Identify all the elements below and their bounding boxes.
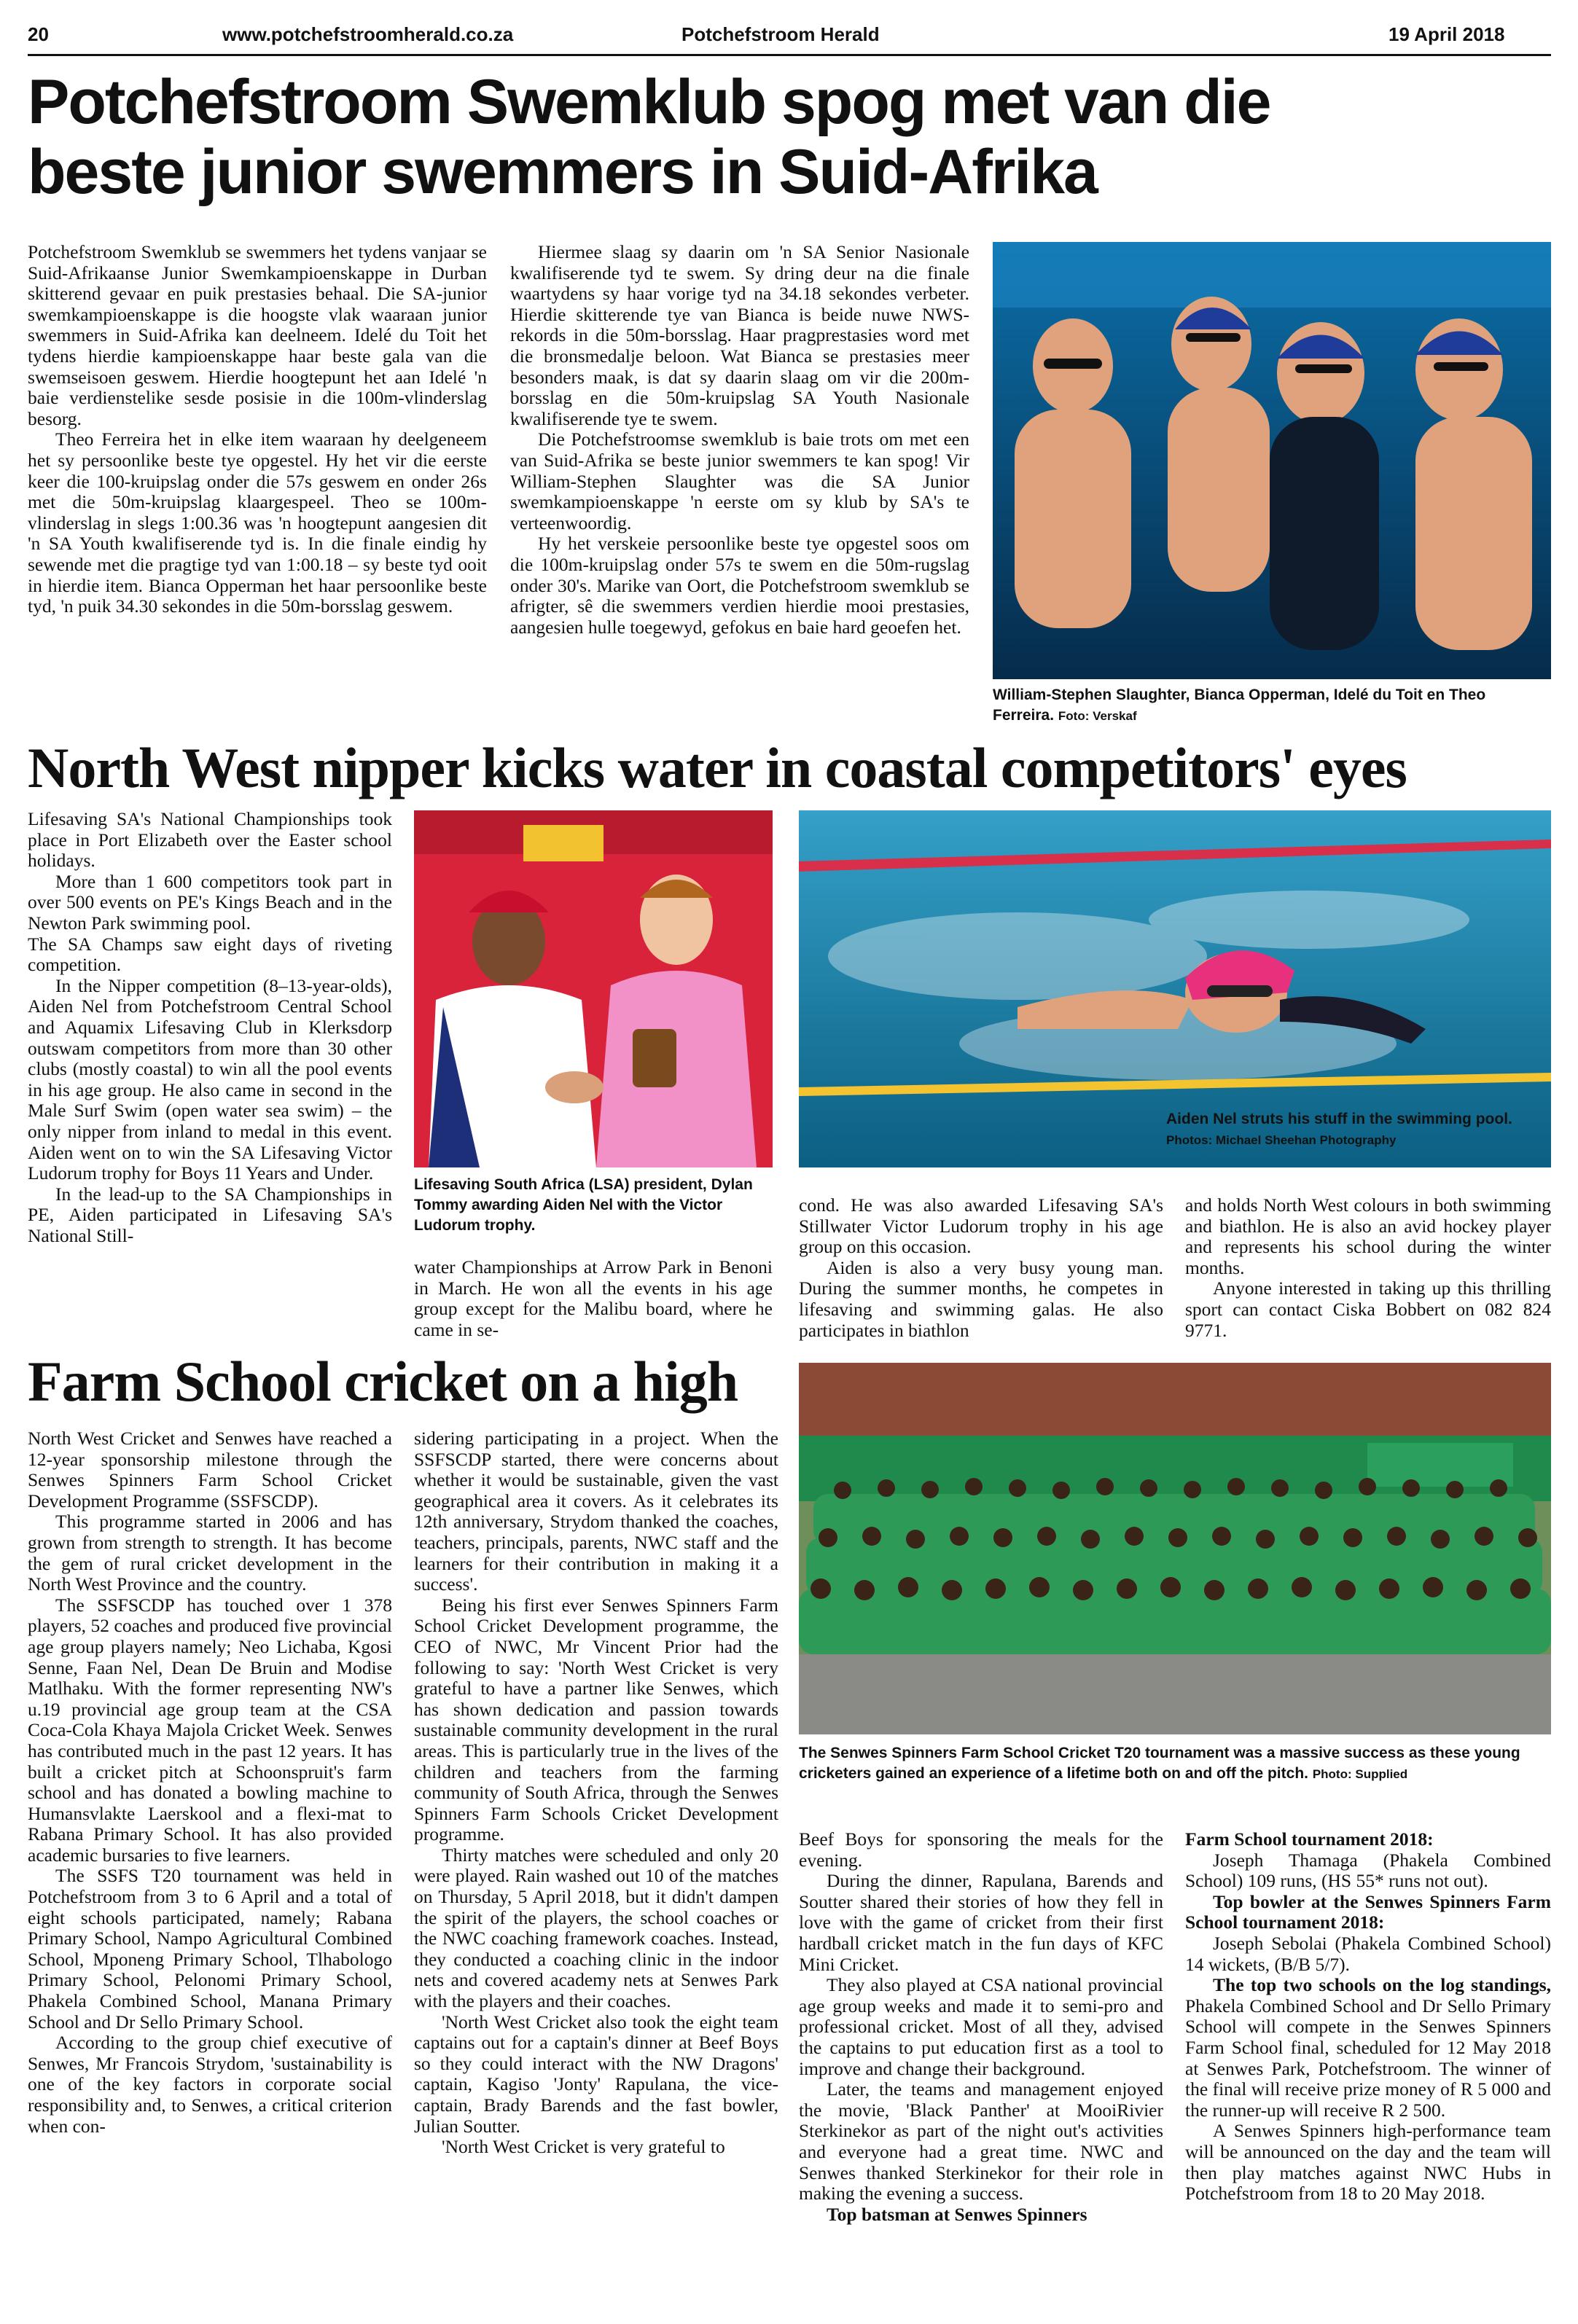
header-rule bbox=[28, 54, 1551, 56]
bold-subhead: Top batsman at Senwes Spinners bbox=[827, 2203, 1087, 2225]
paragraph: Thirty matches were scheduled and only 20 were played. Rain washed out 10 of the matches on Thursday, 5 April 2018, but it didn't dampen the spirit of the players, the school coaches or the NWC coaching framework coaches. Instead, they conducted a coaching clinic in the indoor nets and covered academy nets at Senwes Park with the players and their coaches. bbox=[414, 1844, 778, 2012]
paragraph: The SSFS T20 tournament was held in Potchefstroom from 3 to 6 April and a total of eight schools participated, namely; Rabana Primary School, Nampo Agricultural Combined School, Mponeng Primary School, Tlhabologo Primary School, Pelonomi Primary School, Phakela Combined School, Manana Primary School and Dr Sello Primary School. bbox=[28, 1865, 392, 2032]
paragraph: 'North West Cricket also took the eight team captains out for a captain's dinner at Beef Boys so they could interact with the NW Dragons' captain, Kagiso 'Jonty' Rapulana, the vice-captain, Brady Barends and the fast bowler, Julian Soutter. bbox=[414, 2011, 778, 2137]
article1-col1 bbox=[28, 242, 487, 617]
site-url[interactable]: www.potchefstroomherald.co.za bbox=[222, 23, 514, 45]
paragraph: Die Potchefstroomse swemklub is baie trots om met een van Suid-Afrika se beste junior swemmers te kan spog! Vir William-Stephen Slaughter was die SA Junior swemkampioenskappe 'n eerste om sy klub by SA's te verteenwoordig. bbox=[510, 429, 969, 533]
pool-caption bbox=[1166, 1109, 1545, 1151]
issue-date: 19 April 2018 bbox=[1388, 23, 1505, 45]
article2-col3 bbox=[799, 1195, 1163, 1341]
bold-subhead: Farm School tournament 2018: bbox=[1185, 1828, 1434, 1850]
article1-col2 bbox=[510, 242, 969, 638]
paragraph: Later, the teams and management enjoyed the movie, 'Black Panther' at MooiRivier Sterkinekor as part of the night out's activities and everyone had a great time. NWC and Senwes thanked Sterkinekor for their role in making the evening a success. bbox=[799, 2078, 1163, 2204]
headline-swemklub-line2: beste junior swemmers in Suid-Afrika bbox=[28, 137, 1097, 207]
page-number: 20 bbox=[28, 23, 49, 45]
paragraph: Hy het verskeie persoonlike beste tye opgestel soos om die 100m-kruipslag onder 57s te swem en die 50m-rugslag onder 30's. Marike van Oort, die Potchefstroom swemklub se afrigter, sê die swemmers verdien hierdie mooi prestasies, aangesien hulle toegewyd, gefokus en baie hard geoefen het. bbox=[510, 533, 969, 638]
paragraph: Joseph Sebolai (Phakela Combined School) 14 wickets, (B/B 5/7). bbox=[1185, 1932, 1551, 1975]
photo-credit: Foto: Verskaf bbox=[1058, 709, 1137, 723]
article3-col2 bbox=[414, 1428, 778, 2158]
paragraph bbox=[1185, 1829, 1551, 1850]
paragraph: North West Cricket and Senwes have reached a 12-year sponsorship milestone through the Senwes Spinners Farm School Cricket Development Programme (SSFSCDP). bbox=[28, 1428, 392, 1511]
paragraph-text: Phakela Combined School and Dr Sello Primary School will compete in the Senwes Spinners Farm School final, scheduled for 12 May 2018 at Senwes Park, Potchefstroom. The winner of the final will receive prize money of R 5 000 and the runner-up will receive R 2 500. bbox=[1185, 1995, 1551, 2121]
paper-name: Potchefstroom Herald bbox=[681, 23, 880, 45]
paragraph: In the lead-up to the SA Championships in PE, Aiden participated in Lifesaving SA's National Still- bbox=[28, 1183, 392, 1246]
paragraph: This programme started in 2006 and has grown from strength to strength. It has become the gem of rural cricket development in the North West Province and the country. bbox=[28, 1511, 392, 1595]
swimmers-photo bbox=[993, 242, 1551, 679]
caption-text: Aiden Nel struts his stuff in the swimming pool. bbox=[1166, 1111, 1512, 1127]
cricket-caption bbox=[799, 1743, 1551, 1785]
paragraph: Potchefstroom Swemklub se swemmers het tydens vanjaar se Suid-Afrikaanse Junior Swemkampioenskappe in Durban skitterend gevaar en puik prestasies behaal. Die SA-junior swemkampioenskappe is die hoogste vlak waaraan junior swemmers in Suid-Afrika kan deelneem. Idelé du Toit het tydens hierdie kampioenskappe haar beste gala van die swemseisoen geswem. Hierdie hoogtepunt het aan Idelé 'n baie verdienstelike sesde posisie in die 100m-vlinderslag besorg. bbox=[28, 241, 487, 429]
paragraph: water Championships at Arrow Park in Benoni in March. He won all the events in his age group except for the Malibu board, where he came in se- bbox=[414, 1256, 773, 1340]
paragraph: They also played at CSA national provincial age group weeks and made it to semi-pro and professional cricket. Most of all they, advised the captains to put education first as a tool to improve and change their background. bbox=[799, 1974, 1163, 2079]
article2-col2 bbox=[414, 1257, 773, 1340]
paragraph: Being his first ever Senwes Spinners Farm School Cricket Development programme, the CEO of NWC, Mr Vincent Prior had the following to say: 'North West Cricket is very grateful to have a partner like Senwes, which has shown dedication and passion towards sustainable community development in the rural areas. This is particularly true in the lives of the children and teachers from the farming community of South Africa, through the Senwes Spinners Farm Schools Cricket Development programme. bbox=[414, 1594, 778, 1845]
article2-col1 bbox=[28, 809, 392, 1246]
paragraph bbox=[1185, 1892, 1551, 1933]
paragraph: In the Nipper competition (8–13-year-olds), Aiden Nel from Potchefstroom Central School and Aquamix Lifesaving Club in Klerksdorp outswam competitors from more than 30 other clubs (mostly coastal) to win all the pool events in his age group. He also came in second in the Male Surf Swim (open water sea swim) – the only nipper from inland to medal in this event. Aiden went on to win the SA Lifesaving Victor Ludorum trophy for Boys 11 Years and Under. bbox=[28, 974, 392, 1184]
paragraph: During the dinner, Rapulana, Barends and Soutter shared their stories of how they fell in love with the game of cricket from their first hardball cricket match in the fun days of KFC Mini Cricket. bbox=[799, 1870, 1163, 1975]
cricket-team-photo bbox=[799, 1363, 1551, 1734]
paragraph bbox=[799, 2204, 1163, 2226]
photo-credit: Photo: Supplied bbox=[1312, 1767, 1408, 1781]
paragraph: According to the group chief executive of Senwes, Mr Francois Strydom, 'sustainability is one of the key factors in corporate social responsibility and, to Senwes, a critical criterion when con- bbox=[28, 2032, 392, 2137]
paragraph bbox=[1185, 1975, 1551, 2121]
paragraph: Lifesaving SA's National Championships took place in Port Elizabeth over the Easter school holidays. bbox=[28, 808, 392, 872]
paragraph: Beef Boys for sponsoring the meals for the evening. bbox=[799, 1828, 1163, 1871]
photo-credit: Photos: Michael Sheehan Photography bbox=[1166, 1133, 1397, 1147]
headline-swemklub-line1: Potchefstroom Swemklub spog met van die bbox=[28, 67, 1270, 137]
paragraph: cond. He was also awarded Lifesaving SA's Stillwater Victor Ludorum trophy in his age group on this occasion. bbox=[799, 1194, 1163, 1258]
caption-text: William-Stephen Slaughter, Bianca Opperman, Idelé du Toit en Theo Ferreira. bbox=[993, 686, 1486, 724]
swimmers-caption bbox=[993, 685, 1551, 727]
paragraph: Joseph Thamaga (Phakela Combined School) 109 runs, (HS 55* runs not out). bbox=[1185, 1849, 1551, 1892]
article2-col4 bbox=[1185, 1195, 1551, 1341]
paragraph: The SA Champs saw eight days of riveting competition. bbox=[28, 933, 392, 976]
headline-farm-school: Farm School cricket on a high bbox=[28, 1350, 738, 1413]
paragraph: and holds North West colours in both swimming and biathlon. He is also an avid hockey player and represents his school during the winter months. bbox=[1185, 1194, 1551, 1278]
caption-text: The Senwes Spinners Farm School Cricket T20 tournament was a massive success as these young cricketers gained an experience of a lifetime both on and off the pitch. bbox=[799, 1745, 1520, 1782]
paragraph: Hiermee slaag sy daarin om 'n SA Senior Nasionale kwalifiserende tyd te swem. Sy dring deur na die finale waartydens sy haar vorige tyd na 34.18 sekondes verbeter. Hierdie skitterende tye van Bianca is beide nuwe NWS-rekords in die 50m-borsslag. Haar pragprestasies word met die bronsmedalje beloon. Wat Bianca se prestasies meer besonders maak, is dat sy daarin slaag om vir die 200m-borsslag en die 50m-kruipslag SA Youth Nasionale kwalifiserende tye te swem. bbox=[510, 241, 969, 429]
paragraph: A Senwes Spinners high-performance team will be announced on the day and the team will then play matches against NWC Hubs in Potchefstroom from 18 to 20 May 2018. bbox=[1185, 2120, 1551, 2204]
article3-col3 bbox=[799, 1829, 1163, 2225]
trophy-caption: Lifesaving South Africa (LSA) president, Dylan Tommy awarding Aiden Nel with the Victor Ludorum trophy. bbox=[414, 1176, 753, 1234]
paragraph: The SSFSCDP has touched over 1 378 players, 52 coaches and produced five provincial age group players namely; Neo Lichaba, Kgosi Senne, Faan Nel, Dean De Bruin and Modise Matlhaku. With the former representing NW's u.19 provincial age group team at the CSA Coca-Cola Khaya Majola Cricket Week. Senwes has contributed much in the past 12 years. It has built a cricket pitch at Schoonspruit's farm school and has donated a bowling machine to Humansvlakte Laerskool and a flexi-mat to Rabana Primary School. It has also provided academic bursaries to five learners. bbox=[28, 1594, 392, 1866]
paragraph: Aiden is also a very busy young man. During the summer months, he competes in lifesaving and swimming galas. He also participates in biathlon bbox=[799, 1256, 1163, 1341]
paragraph: 'North West Cricket is very grateful to bbox=[442, 2136, 725, 2158]
paragraph: More than 1 600 competitors took part in over 500 events on PE's Kings Beach and in the Newton Park swimming pool. bbox=[28, 870, 392, 934]
paragraph: Anyone interested in taking up this thrilling sport can contact Ciska Bobbert on 082 824 9771. bbox=[1185, 1278, 1551, 1341]
article3-col4 bbox=[1185, 1829, 1551, 2204]
paragraph: sidering participating in a project. When the SSFSCDP started, there were concerns about whether it would be sustainable, given the vast geographical area it covers. As it celebrates its 12th anniversary, Strydom thanked the coaches, teachers, principals, parents, NWC staff and the learners for their contribution in making it a success'. bbox=[414, 1428, 778, 1595]
headline-nipper: North West nipper kicks water in coastal competitors' eyes bbox=[28, 736, 1407, 799]
article3-col1 bbox=[28, 1428, 392, 2137]
bold-subhead: Top bowler at the Senwes Spinners Farm School tournament 2018: bbox=[1185, 1890, 1551, 1933]
trophy-photo bbox=[414, 810, 773, 1167]
paragraph: Theo Ferreira het in elke item waaraan hy deelgeneem het sy persoonlike beste tye opgestel. Hy het vir die eerste keer die 100-kruipslag onder die 57s geswem en onder 26s met die 50m-kruipslag klaargespeel. Theo se 100m-vlinderslag in slegs 1:00.36 was 'n hoogtepunt aangesien dit 'n SA Youth kwalifiserende tyd is. In die finale eindig hy sewende met die pragtige tyd van 1:00.18 – sy beste tyd ooit in hierdie item. Bianca Opperman het haar persoonlike beste tyd, 'n puik 34.30 sekondes in die 50m-borsslag geswem. bbox=[28, 429, 487, 617]
bold-subhead: The top two schools on the log standings, bbox=[1213, 1974, 1551, 1996]
